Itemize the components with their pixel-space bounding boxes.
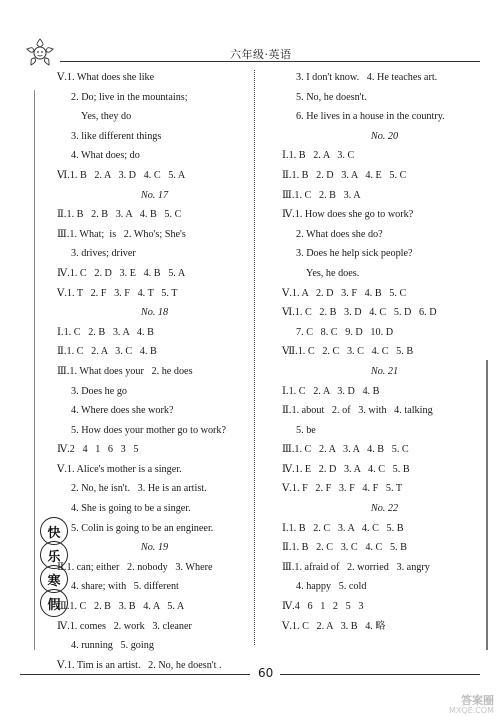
answer-line: 3. Does he go <box>71 385 128 397</box>
binding-edge-line <box>34 90 35 650</box>
footer-rule-left <box>20 674 250 675</box>
answer-line: 4. She is going to be a singer. <box>71 503 191 515</box>
watermark-text: 答案圈 <box>461 694 494 707</box>
answer-line: Ⅵ.1. C 2. B 3. D 4. C 5. D 6. D <box>282 307 437 319</box>
answer-line: 3. I don't know. 4. He teaches art. <box>296 72 438 83</box>
answer-line: Ⅰ.1. B 2. C 3. A 4. C 5. B <box>282 522 404 534</box>
answer-line: Ⅲ.1. C 2. B 3. B 4. A 5. A <box>57 601 185 613</box>
answer-line: Ⅴ.1. A 2. D 3. F 4. B 5. C <box>282 287 407 299</box>
answer-line: 7. C 8. C 9. D 10. D <box>296 326 394 338</box>
answer-line: Ⅱ.1. about 2. of 3. with 4. talking <box>282 405 433 417</box>
right-answer-column <box>282 68 487 636</box>
watermark <box>424 692 494 718</box>
column-divider <box>254 70 255 645</box>
answer-line: 5. How does your mother go to work? <box>71 424 227 436</box>
page-header <box>0 0 500 62</box>
header-title: 六年级·英语 <box>230 48 292 61</box>
section-heading: No. 19 <box>140 542 169 554</box>
answer-line: Ⅰ.1. C 2. B 3. A 4. B <box>57 326 154 338</box>
answer-line: Ⅳ.1. How does she go to work? <box>282 209 414 221</box>
section-heading: No. 20 <box>370 130 399 142</box>
answer-line: Ⅶ.1. C 2. C 3. C 4. C 5. B <box>282 346 414 358</box>
stamp-character: 乐 <box>47 550 61 565</box>
answer-line: Ⅴ.1. What does she like <box>57 72 155 83</box>
answer-line: Ⅰ.1. C 2. A 3. D 4. B <box>282 385 380 397</box>
answer-line: Yes, they do <box>81 111 132 123</box>
answer-line: Ⅳ.1. C 2. D 3. E 4. B 5. A <box>57 267 186 279</box>
section-heading: No. 22 <box>370 503 399 515</box>
answer-line: Ⅲ.1. What; is 2. Who's; She's <box>57 228 186 240</box>
answer-line: Ⅰ.1. B 2. A 3. C <box>282 150 355 162</box>
stamp-character: 假 <box>47 598 61 613</box>
answer-line: 2. Do; live in the mountains; <box>71 91 188 103</box>
stamp-character: 快 <box>47 526 61 541</box>
left-answer-column <box>57 68 252 675</box>
answer-line: 4. What does; do <box>71 150 140 162</box>
answer-line: Ⅵ.1. B 2. A 3. D 4. C 5. A <box>57 169 186 181</box>
answer-line: Ⅳ.1. comes 2. work 3. cleaner <box>57 620 192 632</box>
answer-line: Ⅳ.2 4 1 6 3 5 <box>57 444 139 456</box>
answer-line: 5. Colin is going to be an engineer. <box>71 522 214 534</box>
answer-line: 2. No, he isn't. 3. He is an artist. <box>71 483 207 495</box>
answer-line: 5. be <box>296 424 316 436</box>
answer-line: Ⅳ.4 6 1 2 5 3 <box>282 601 364 613</box>
answer-line: Ⅱ.1. B 2. D 3. A 4. E 5. C <box>282 169 407 181</box>
flower-logo-icon <box>22 36 58 70</box>
answer-line: 5. No, he doesn't. <box>296 91 367 103</box>
section-heading: No. 21 <box>370 365 399 377</box>
section-heading: No. 18 <box>140 307 169 319</box>
watermark-sub: MXQE.COM <box>448 706 494 715</box>
answer-line: 4. share; with 5. different <box>71 581 179 593</box>
header-rule <box>60 61 480 62</box>
answer-line: 4. happy 5. cold <box>296 581 367 593</box>
answer-line: Ⅲ.1. C 2. B 3. A <box>282 189 361 201</box>
answer-line: 6. He lives in a house in the country. <box>296 111 445 123</box>
answer-line: Ⅱ.1. C 2. A 3. C 4. B <box>57 346 157 358</box>
answer-line: Ⅲ.1. C 2. A 3. A 4. B 5. C <box>282 444 409 456</box>
answer-line: Ⅴ.1. T 2. F 3. F 4. T 5. T <box>57 287 178 299</box>
answer-line: 2. What does she do? <box>296 228 383 240</box>
page-number: 60 <box>258 666 274 680</box>
side-stamp <box>40 589 68 617</box>
answer-line: Yes, he does. <box>306 267 360 279</box>
answer-line: Ⅱ.1. B 2. C 3. C 4. C 5. B <box>282 542 407 554</box>
answer-line: Ⅱ.1. can; either 2. nobody 3. Where <box>57 561 213 573</box>
answer-line: Ⅴ.1. F 2. F 3. F 4. F 5. T <box>282 483 403 495</box>
stamp-character: 寒 <box>47 574 61 589</box>
answer-line: 3. like different things <box>71 130 162 142</box>
answer-line: Ⅳ.1. E 2. D 3. A 4. C 5. B <box>282 463 410 475</box>
answer-line: Ⅴ.1. C 2. A 3. B 4. 略 <box>282 620 386 632</box>
answer-line: 3. drives; driver <box>71 248 136 260</box>
answer-line: Ⅴ.1. Tim is an artist. 2. No, he doesn't . <box>57 659 222 671</box>
section-heading: No. 17 <box>140 189 169 201</box>
answer-line: Ⅱ.1. B 2. B 3. A 4. B 5. C <box>57 209 182 221</box>
footer-rule-right <box>280 674 480 675</box>
answer-line: 4. running 5. going <box>71 640 154 652</box>
answer-line: 3. Does he help sick people? <box>296 248 413 260</box>
answer-line: Ⅴ.1. Alice's mother is a singer. <box>57 463 182 475</box>
answer-line: Ⅲ.1. What does your 2. he does <box>57 365 193 377</box>
answer-line: 4. Where does she work? <box>71 405 174 417</box>
answer-line: Ⅲ.1. afraid of 2. worried 3. angry <box>282 561 430 573</box>
